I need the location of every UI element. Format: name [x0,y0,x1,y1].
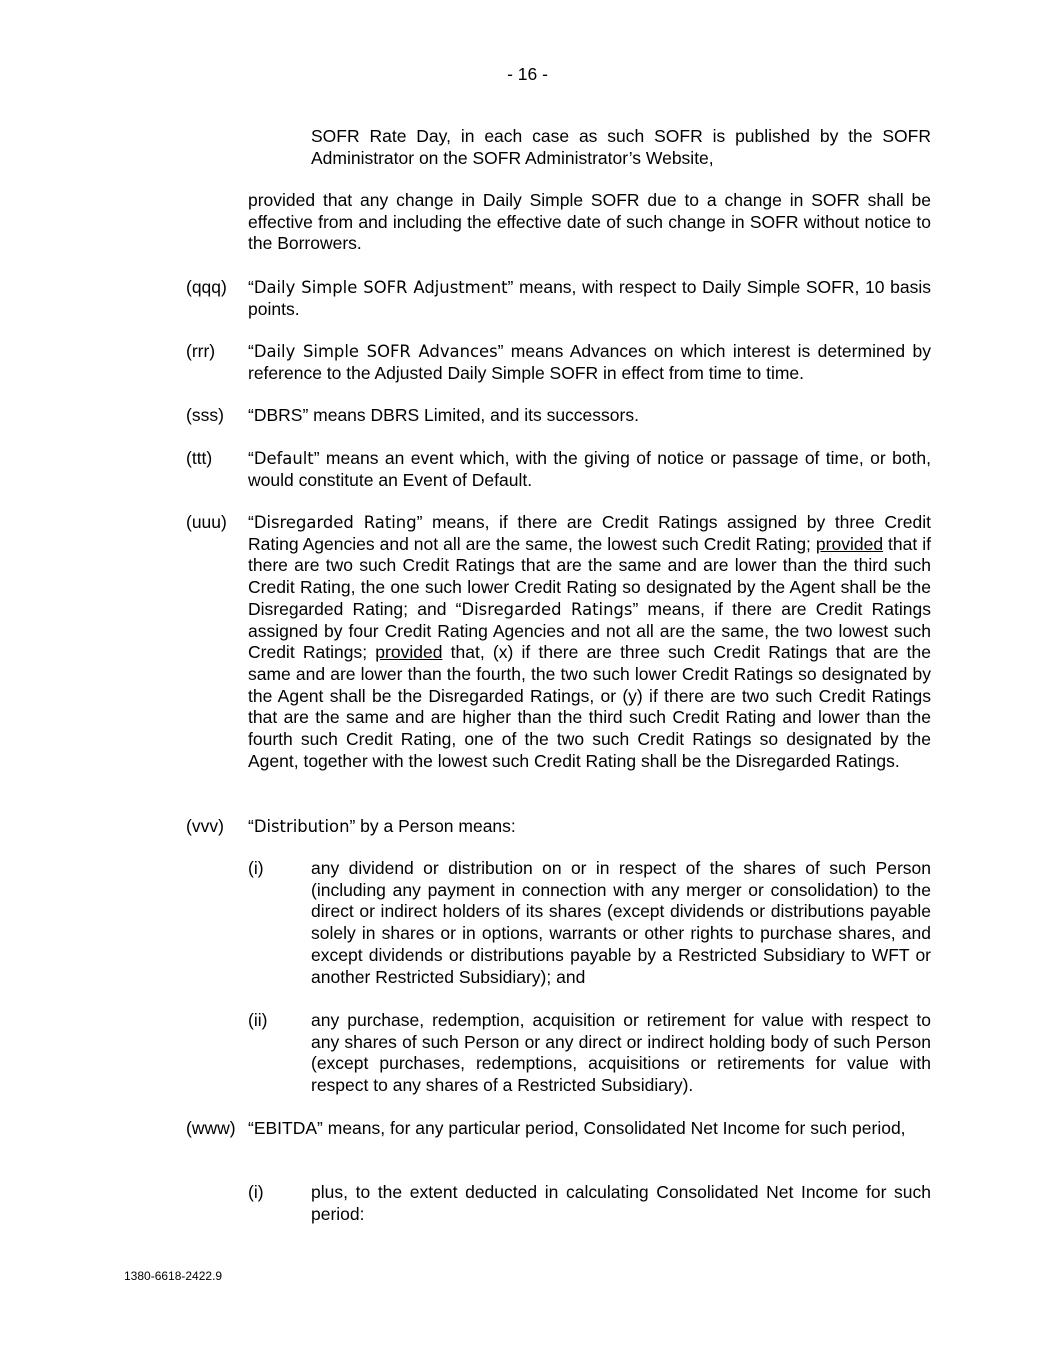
defined-term: DBRS [253,405,303,425]
defined-term: EBITDA [253,1118,318,1138]
footer-doc-id: 1380-6618-2422.9 [124,1269,223,1283]
definition-label-www: (www) [186,1118,236,1138]
defined-term: Disregarded Rating [253,513,417,532]
definition-label-vvv: (vvv) [186,816,224,836]
page-number: - 16 - [507,64,548,84]
definition-label-rrr: (rrr) [186,341,216,361]
defined-term: Disregarded Ratings [461,599,633,619]
definition-label-qqq: (qqq) [186,277,227,297]
provided-underlined: provided [375,642,443,663]
definition-text: by a Person means: [355,816,516,836]
subitem-label: (i) [248,858,264,878]
definition-text: means DBRS Limited, and its successors. [308,405,639,425]
subitem-text: any purchase, redemption, acquisition or retirement for value with respect to any shares of such Person or any direct or indirect holding body of such Person (except purchases, redemptions, acquisitions or retirements for value with respect to any shares of a Restricted Subsidiary). [311,1010,931,1096]
definition-sss: “DBRS” means DBRS Limited, and its successors. [248,405,639,425]
definition-text: means, with respect to Daily Simple SOFR, 10 basis points. [248,277,931,319]
proviso-paragraph: provided that any change in Daily Simple SOFR due to a change in SOFR shall be effective from and including the effective date of such change in SOFR without notice to the Borrowers. [248,190,931,254]
defined-term: Daily Simple SOFR Advances [253,342,498,361]
definition-text: means an event which, with the giving of notice or passage of time, or both, would constitute an Event of Default. [248,448,931,490]
definition-text: means, if there are Credit Ratings assigned by three Credit Rating Agencies and not all are the same, the lowest such Credit Rating; [248,512,931,554]
defined-term: Daily Simple SOFR Adjustment [253,278,508,297]
definition-uuu: “Disregarded Rating” means, if there are Credit Ratings assigned by three Credit Rating Agencies and not all are the same, the lowest such Credit Rating; provided that if there are two such Credit Ratings that are the same and are lower than the third such Credit Rating, the one such lower Credit Rating so designated by the Agent shall be the Disregarded Rating; and “Disregarded Ratings” means, if there are Credit Ratings assigned by four Credit Rating Agencies and not all are the same, the two lowest such Credit Ratings; provided that, (x) if there are three such Credit Ratings that are the same and are lower than the fourth, the two such lower Credit Ratings so designated by the Agent shall be the Disregarded Ratings, or (y) if there are two such Credit Ratings that are the same and are higher than the third such Credit Rating and lower than the fourth such Credit Rating, one of the two such Credit Ratings so designated by the Agent, together with the lowest such Credit Rating shall be the Disregarded Ratings. [248,512,931,771]
definition-text: that if there are two such Credit Ratings that are the same and are lower than the third such Credit Rating, the one such lower Credit Rating so designated by the Agent shall be the Disregarded Rating; and [248,533,931,619]
subitem-label: (i) [248,1182,264,1202]
continuation-paragraph: SOFR Rate Day, in each case as such SOFR is published by the SOFR Administrator on the SOFR Administrator’s Website, [311,126,931,168]
subitem-text: plus, to the extent deducted in calculating Consolidated Net Income for such period: [311,1182,931,1224]
subitem-label: (ii) [248,1010,268,1030]
definition-label-sss: (sss) [186,405,224,425]
definition-label-uuu: (uuu) [186,512,227,532]
defined-term: Default [253,449,314,468]
definition-rrr: “Daily Simple SOFR Advances” means Advances on which interest is determined by reference to the Adjusted Daily Simple SOFR in effect from time to time. [248,341,931,383]
definition-qqq: “Daily Simple SOFR Adjustment” means, with respect to Daily Simple SOFR, 10 basis points. [248,277,931,319]
definition-www: “EBITDA” means, for any particular period, Consolidated Net Income for such period, [248,1118,906,1138]
subitem-text: any dividend or distribution on or in respect of the shares of such Person (including any payment in connection with any merger or consolidation) to the direct or indirect holders of its shares (except dividends or distributions payable solely in shares or in options, warrants or other rights to purchase shares, and except dividends or distributions payable by a Restricted Subsidiary to WFT or another Restricted Subsidiary); and [311,858,931,987]
definition-label-ttt: (ttt) [186,448,213,468]
definition-vvv: “Distribution” by a Person means: [248,816,516,836]
defined-term: Distribution [253,817,350,836]
definition-text: means Advances on which interest is determined by reference to the Adjusted Daily Simple SOFR in effect from time to time. [248,341,931,383]
definition-text: means, for any particular period, Consolidated Net Income for such period, [322,1118,906,1138]
definition-text: means, if there are Credit Ratings assigned by four Credit Rating Agencies and not all are the same, the two lowest such Credit Ratings; [248,598,931,663]
provided-underlined: provided [815,533,884,554]
definition-ttt: “Default” means an event which, with the giving of notice or passage of time, or both, would constitute an Event of Default. [248,448,931,490]
definition-text: that, (x) if there are three such Credit Ratings that are the same and are lower than the fourth, the two such lower Credit Ratings so designated by the Agent shall be the Disregarded Ratings, or (y) if there are two such Credit Ratings that are the same and are higher than the third such Credit Rating and lower than the fourth such Credit Rating, one of the two such Credit Ratings so designated by the Agent, together with the lowest such Credit Rating shall be the Disregarded Ratings. [248,642,931,771]
